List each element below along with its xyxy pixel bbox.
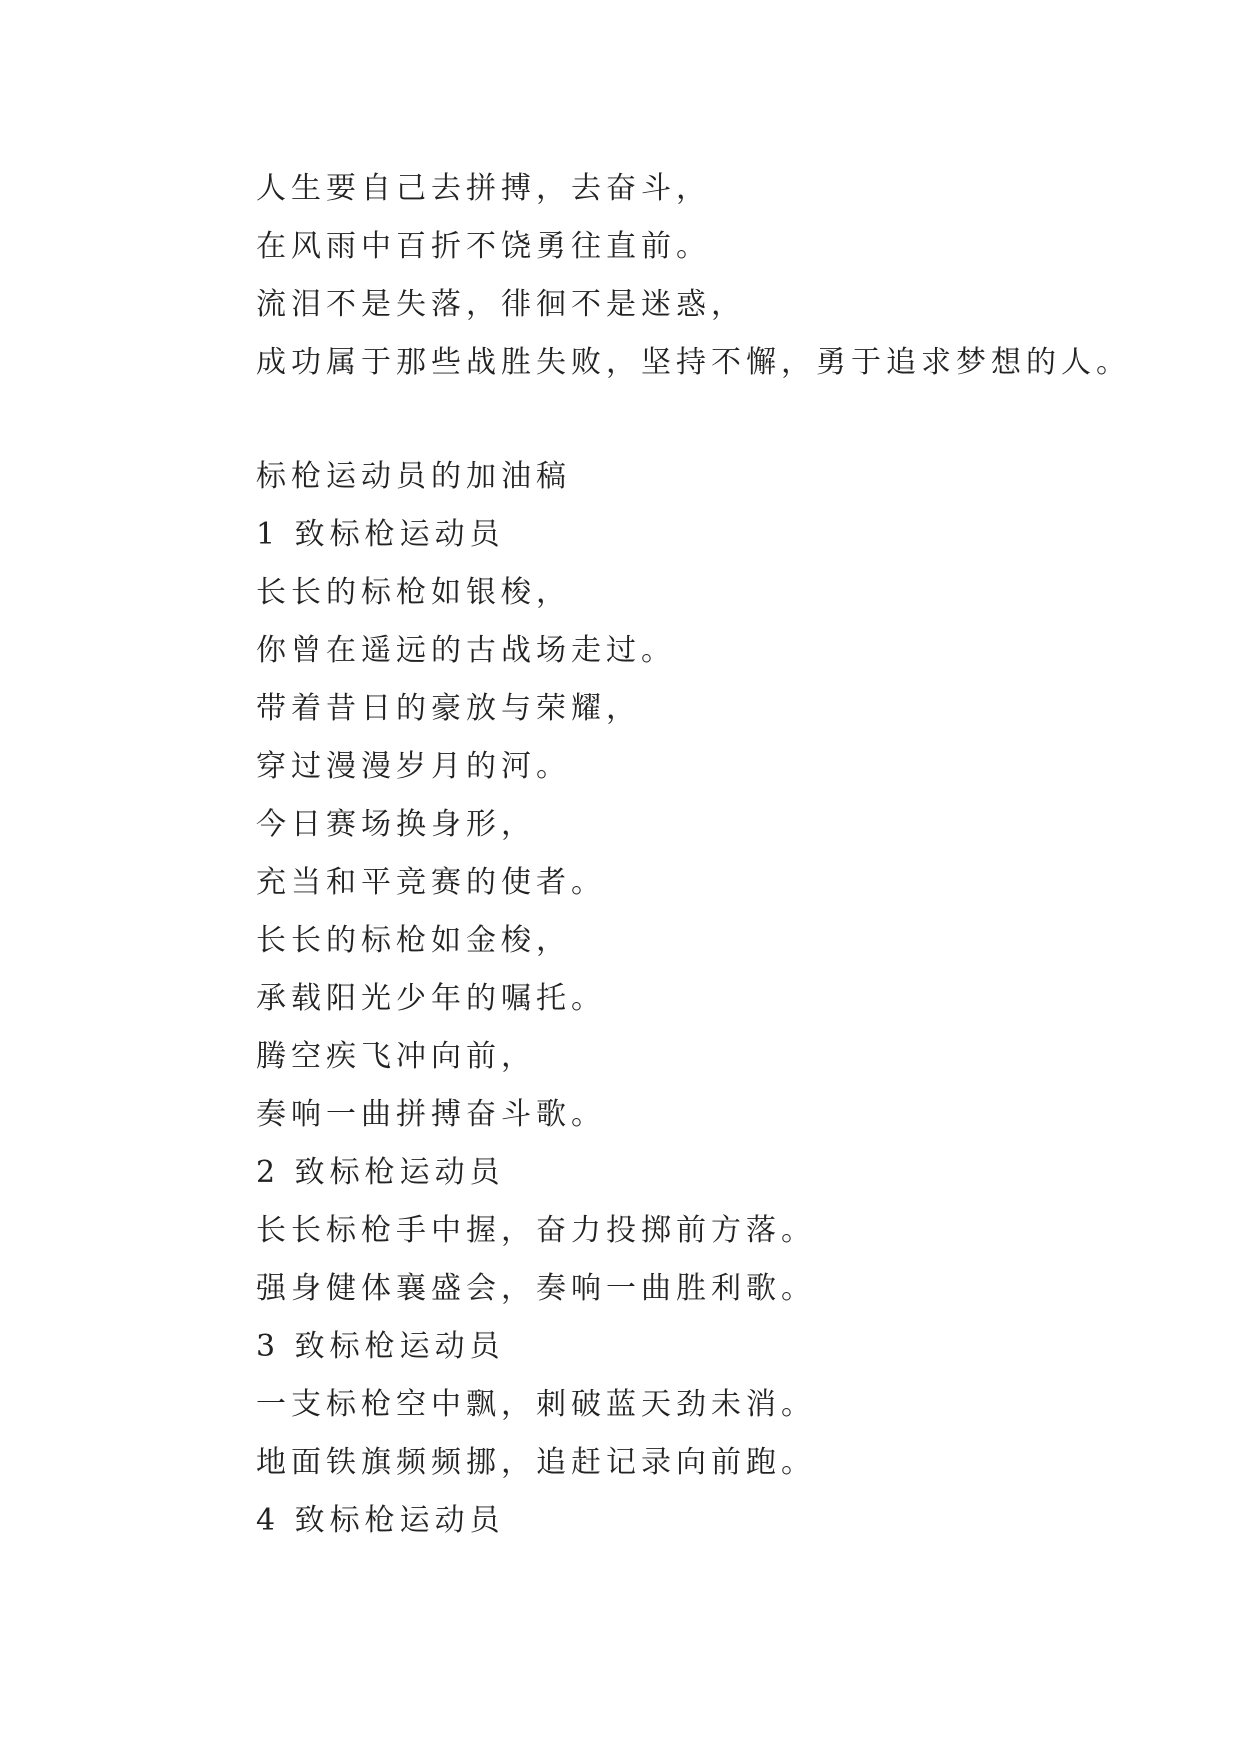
poem-line: 今日赛场换身形， (256, 807, 536, 842)
poem-line: 一支标枪空中飘，刺破蓝天劲未消。 (256, 1387, 816, 1422)
poems-section (256, 448, 1156, 1550)
poem-line: 地面铁旗频频挪，追赶记录向前跑。 (256, 1445, 816, 1480)
poem-heading: 3 致标枪运动员 (256, 1329, 505, 1364)
poem-line: 你曾在遥远的古战场走过。 (256, 633, 676, 668)
poem-line: 长长的标枪如银梭， (256, 575, 571, 610)
poem-heading: 4 致标枪运动员 (256, 1503, 505, 1538)
text-line: 在风雨中百折不饶勇往直前。 (256, 229, 711, 264)
section-title: 标枪运动员的加油稿 (256, 459, 571, 494)
poem-heading: 2 致标枪运动员 (256, 1155, 505, 1190)
poem-line: 承载阳光少年的嘱托。 (256, 981, 606, 1016)
poem-heading: 1 致标枪运动员 (256, 517, 505, 552)
text-line: 流泪不是失落，徘徊不是迷惑， (256, 287, 746, 322)
poem-line: 长长的标枪如金梭， (256, 923, 571, 958)
poem-line: 奏响一曲拼搏奋斗歌。 (256, 1097, 606, 1132)
intro-paragraph (256, 160, 1156, 392)
poem-line: 带着昔日的豪放与荣耀， (256, 691, 641, 726)
poem-line: 腾空疾飞冲向前， (256, 1039, 536, 1074)
poem-line: 强身健体襄盛会，奏响一曲胜利歌。 (256, 1271, 816, 1306)
text-line: 成功属于那些战胜失败，坚持不懈，勇于追求梦想的人。 (256, 345, 1131, 380)
poem-line: 充当和平竞赛的使者。 (256, 865, 606, 900)
poem-line: 穿过漫漫岁月的河。 (256, 749, 571, 784)
text-line: 人生要自己去拼搏，去奋斗， (256, 171, 711, 206)
poem-line: 长长标枪手中握，奋力投掷前方落。 (256, 1213, 816, 1248)
